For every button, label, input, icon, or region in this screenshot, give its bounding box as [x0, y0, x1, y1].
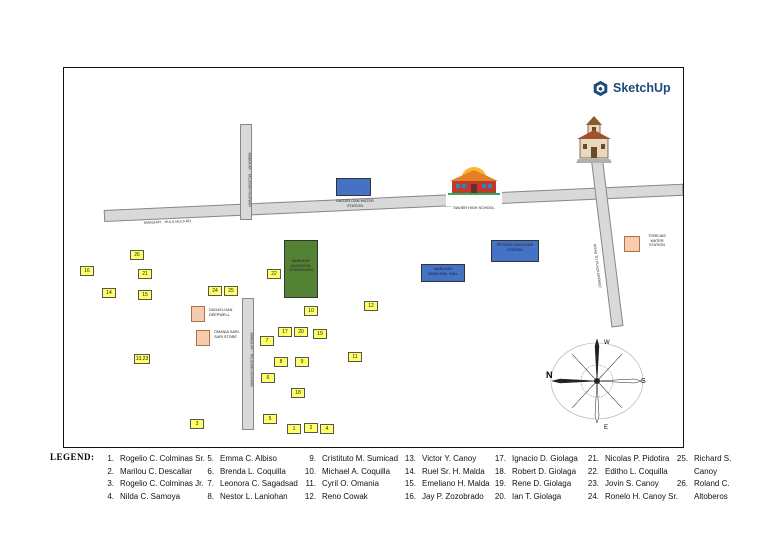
legend-name: Ronelo H. Canoy Sr. — [605, 491, 678, 501]
road-label-right: ROAD TO PLAZA MARKET — [592, 243, 602, 289]
legend-number: 25. — [676, 454, 688, 463]
legend-number: 15. — [404, 479, 416, 488]
gymnasium-label: MABUHAY MUNICIPAL GYMNASIUM — [289, 259, 313, 272]
legend-number: 23. — [587, 479, 599, 488]
legend-name: Nicolas P. Pidotira — [605, 454, 670, 463]
legend-number: 19. — [494, 479, 506, 488]
legend-number: 21. — [587, 454, 599, 463]
legend-entry — [300, 454, 398, 463]
legend-name: Reno Cowak — [322, 491, 368, 501]
legend-name: Emma C. Albiso — [220, 454, 277, 463]
house-12: 12 — [364, 301, 378, 311]
legend-number: 12. — [304, 491, 316, 501]
omania-store — [196, 330, 210, 346]
legend-name: Marilou C. Descallar — [120, 466, 193, 476]
legend-entry — [583, 467, 668, 476]
chapel-icon — [574, 114, 614, 166]
legend-entry — [400, 479, 490, 488]
legend-name: Nestor L. Laniohan — [220, 491, 288, 501]
legend-number: 26. — [676, 479, 688, 488]
legend-entry — [490, 454, 578, 463]
school-label: XAVIER HIGH SCHOOL — [453, 206, 495, 210]
road-label-main: MABUHAY - HULA-HULA RD. — [143, 219, 193, 225]
house-26: 26 — [130, 250, 144, 260]
house-21: 21 — [138, 269, 152, 279]
legend-name: Victor Y. Canoy — [422, 454, 477, 463]
compass-rose-icon — [542, 336, 652, 426]
legend-number: 5. — [207, 454, 214, 463]
legend-name: Ian T. Giolaga — [512, 491, 562, 501]
legend-number: 14. — [404, 466, 416, 476]
legend-number: 3. — [107, 479, 114, 488]
legend-name: Canoy — [694, 466, 718, 476]
legend-number: 16. — [404, 491, 416, 501]
legend-entry — [583, 479, 659, 488]
legend-number: 2. — [107, 466, 114, 476]
petron-label: PETRON GASOLINE STATION — [496, 243, 534, 252]
legend-entry — [583, 492, 678, 501]
dagayloan-deepwell — [191, 306, 205, 322]
legend-name: Brenda L. Coquilla — [220, 466, 286, 476]
legend-entry — [672, 492, 728, 501]
house-14: 14 — [102, 288, 116, 298]
house-4: 4 — [320, 424, 334, 434]
house-7: 7 — [260, 336, 274, 346]
house-22: 22 — [267, 269, 281, 279]
legend-entry — [100, 492, 180, 501]
legend-entry — [583, 454, 669, 463]
legend-name: Cyril O. Omania — [322, 479, 379, 488]
legend-name: Rene D. Giolaga — [512, 479, 572, 488]
sketchup-icon — [592, 80, 609, 97]
legend-entry — [202, 467, 286, 476]
legend-name: Ruel Sr. H. Malda — [422, 466, 485, 476]
house-5: 5 — [263, 414, 277, 424]
legend-name: Jovin S. Canoy — [605, 479, 659, 488]
dagayloan-water-station — [336, 178, 371, 196]
deepwell-label: DAGAYLOAN DEEPWELL — [209, 308, 233, 317]
house-20: 20 — [294, 327, 308, 337]
legend-name: Jay P. Zozobrado — [422, 491, 484, 501]
legend-number: 20. — [494, 491, 506, 501]
legend-entry — [672, 454, 731, 463]
legend-name: Rogelio C. Colminas Sr. — [120, 454, 205, 463]
legend-name: Michael A. Coquilla — [322, 466, 391, 476]
legend-number: 17. — [494, 454, 506, 463]
compass-south: S — [641, 378, 646, 385]
store-label: OMANIA SARI-SARI STORE — [214, 330, 240, 339]
legend-number: 13. — [404, 454, 416, 463]
sketchup-text: SketchUp — [613, 81, 671, 95]
house-11: 11 — [348, 352, 362, 362]
house-3: 3 — [190, 419, 204, 429]
legend-entry — [202, 492, 288, 501]
legend-entry — [300, 467, 390, 476]
legend-entry — [202, 479, 298, 488]
legend-number: 9. — [309, 454, 316, 463]
house-10: 10 — [304, 306, 318, 316]
legend-name: Editho L. Coquilla — [605, 466, 668, 476]
house-1: 1 — [287, 424, 301, 434]
legend-entry — [202, 454, 277, 463]
legend-number: 4. — [107, 491, 114, 501]
legend-number: 11. — [305, 479, 316, 488]
legend-heading: LEGEND: — [50, 452, 95, 462]
legend-number: 22. — [587, 466, 599, 476]
torejas-water-station — [624, 236, 640, 252]
road-label-left-top: MABUHAY - TALUSAN HIGHWAY — [247, 152, 252, 208]
legend-number: 24. — [587, 491, 599, 501]
legend-name: Roland C. — [694, 479, 730, 488]
legend-number: 1. — [107, 454, 114, 463]
road-label-left-bottom: MABUHAY - TALUSAN HIGHWAY — [249, 332, 254, 388]
legend-number: 8. — [207, 491, 214, 501]
legend-entry — [490, 492, 561, 501]
legend-name: Emeliano H. Malda — [422, 479, 490, 488]
legend-entry — [300, 492, 368, 501]
house-24: 24 — [208, 286, 222, 296]
legend-entry — [490, 479, 571, 488]
legend-number: 10. — [304, 466, 316, 476]
legend-entry — [672, 467, 717, 476]
legend-entry — [490, 467, 576, 476]
house-15: 15 — [138, 290, 152, 300]
legend-entry — [100, 479, 204, 488]
legend-number: 18. — [494, 466, 506, 476]
school-icon — [446, 162, 502, 206]
house-2: 2 — [304, 423, 318, 433]
legend-number: 7. — [207, 479, 214, 488]
map-frame — [63, 67, 684, 448]
compass-east: E — [604, 425, 609, 431]
compass-north: N — [546, 370, 553, 380]
legend-name: Robert D. Giolaga — [512, 466, 577, 476]
legend-name: Altoberos — [694, 491, 728, 501]
house-6: 6 — [261, 373, 275, 383]
legend-entry — [400, 454, 476, 463]
legend-name: Rogelio C. Colminas Jr. — [120, 479, 204, 488]
legend-number: 6. — [207, 466, 214, 476]
torejas-label: TOREJAS WATER STATION — [648, 234, 666, 247]
house-9: 9 — [295, 357, 309, 367]
legend-entry — [300, 479, 379, 488]
legend-name: Cristituto M. Sumicad — [322, 454, 399, 463]
compass-west: W — [604, 340, 610, 346]
house-8: 8 — [274, 357, 288, 367]
house-17: 17 — [278, 327, 292, 337]
legend-name: Ignacio D. Giolaga — [512, 454, 578, 463]
municipal-hall-label: MABUHAY MUNICIPAL HALL — [427, 267, 459, 276]
legend-name: Leonora C. Sagadsad — [220, 479, 298, 488]
house-25: 25 — [224, 286, 238, 296]
legend-entry — [100, 454, 205, 463]
legend-name: Richard S. — [694, 454, 732, 463]
legend-entry — [400, 467, 485, 476]
house-13-23: 13,23 — [135, 356, 149, 362]
house-16: 16 — [80, 266, 94, 276]
water-station-label: DAGAYLOAN WATER STATION — [336, 199, 374, 208]
house-18: 18 — [291, 388, 305, 398]
legend-entry — [400, 492, 484, 501]
house-19: 19 — [313, 329, 327, 339]
legend-entry — [672, 479, 730, 488]
sketchup-logo — [592, 79, 682, 99]
legend-name: Nilda C. Samoya — [120, 491, 181, 501]
legend-entry — [100, 467, 192, 476]
